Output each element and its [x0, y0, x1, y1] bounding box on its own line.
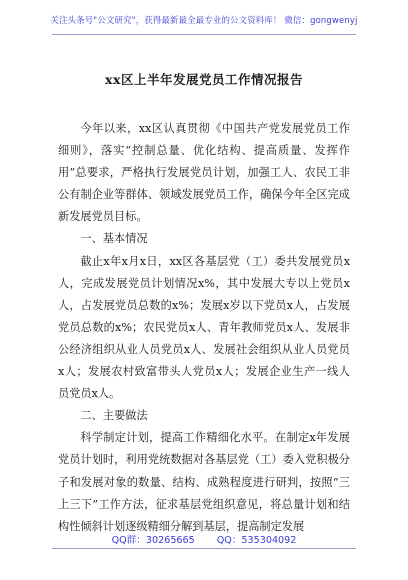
document-body [58, 118, 350, 538]
footer-contacts [0, 532, 408, 546]
header-banner: 关注头条号"公文研究"，获得最新最全最专业的公文资料库！ 微信：gongwenyj [50, 15, 358, 25]
document-title: xx区上半年发展党员工作情况报告 [105, 72, 303, 87]
qq-group-text: QQ群：30265665 [111, 535, 195, 546]
methods-paragraph: 科学制定计划，提高工作精细化水平。在制定x年发展党员计划时，利用党统数据对各基层党（工）委入党积极分子和发展对象的数量、结构、成熟程度进行研判，按照“三上三下”工作方法，征求基层党组织意见，将总量计划和结构性倾斜计划逐级精细分解到基层，提高制定发展 [58, 431, 350, 533]
footer-divider [52, 548, 356, 549]
intro-paragraph: 今年以来，xx区认真贯彻《中国共产党发展党员工作细则》，落实“控制总量、优化结构、提高质量、发挥作用”总要求，严格执行发展党员计划，加强工人、农民工非公有制企业等群体、领域发展党员工作，确保今年全区完成新发展党员目标。 [58, 122, 350, 224]
section-heading-basic: 一、基本情况 [80, 232, 148, 246]
section-heading-methods: 二、主要做法 [80, 409, 148, 423]
header-divider [52, 34, 356, 35]
basic-situation-paragraph: 截止x年x月x日，xx区各基层党（工）委共发展党员x人，完成发展党员计划情况x%，其中发展大专以上党员x人，占发展党员总数的x%；发展x岁以下党员x人，占发展党员总数的x%；农民党员x人、青年教师党员x人、发展非公经济组织从业人员党员x人、发展社会组织从业人员党员x人；发展农村致富带头人党员x人；发展企业生产一线人员党员x人。 [58, 254, 350, 401]
qq-number-text: QQ：535304092 [216, 535, 297, 546]
